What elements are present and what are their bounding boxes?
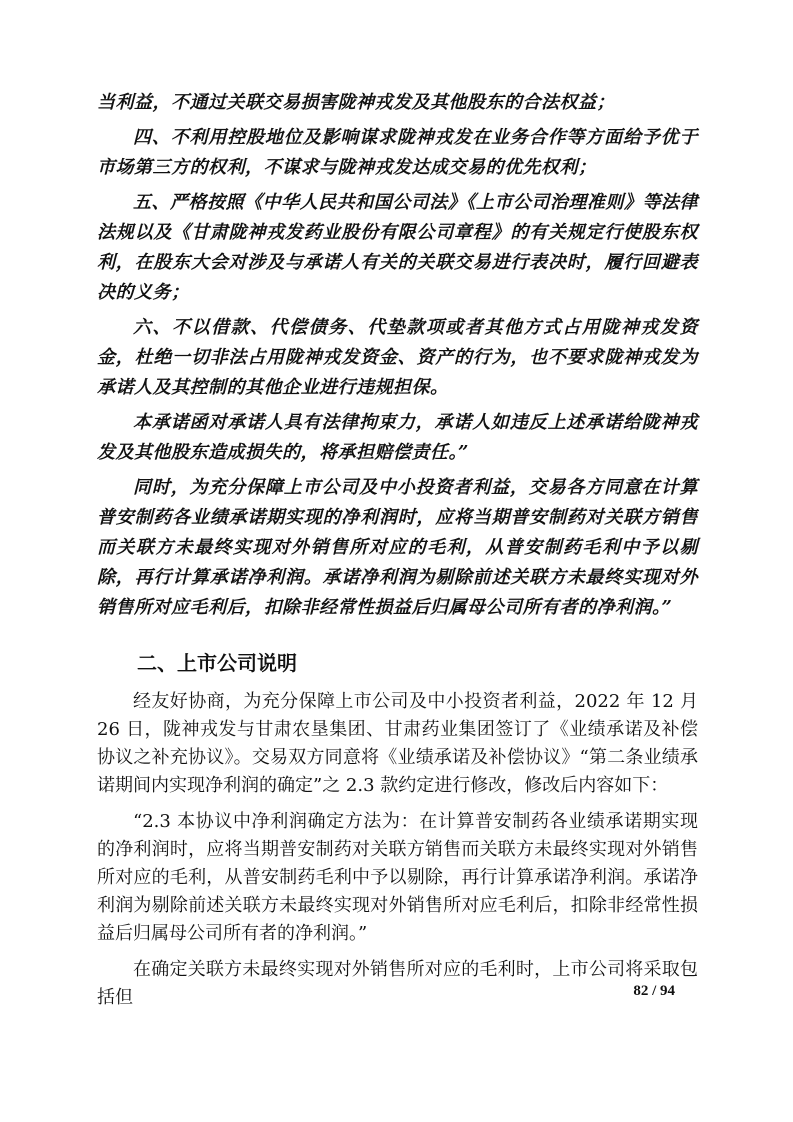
commitment-quoted-section [97,88,698,623]
section-heading: 二、上市公司说明 [137,653,297,675]
commitment-paragraph-net-profit: 同时，为充分保障上市公司及中小投资者利益，交易各方同意在计算普安制药各业绩承诺期实现的净利润时，应将当期普安制药对关联方销售而关联方未最终实现对外销售所对应的毛利，从普安制药毛利中予以剔除，再行计算承诺净利润。承诺净利润为剔除前述关联方未最终实现对外销售所对应毛利后，扣除非经常性损益后归属母公司所有者的净利润。” [97,477,698,618]
listing-paragraph-clause-2-3: “2.3 本协议中净利润确定方法为：在计算普安制药各业绩承诺期实现的净利润时，应将当期普安制药对关联方销售而关联方未最终实现对外销售所对应的毛利，从普安制药毛利中予以剔除，再行计算承诺净利润。承诺净利润为剔除前述关联方未最终实现对外销售所对应毛利后，扣除非经常性损益后归属母公司所有者的净利润。” [97,811,698,944]
listing-paragraph-determination: 在确定关联方未最终实现对外销售所对应的毛利时，上市公司将采取包括但 [97,959,698,1008]
commitment-paragraph-binding-force: 本承诺函对承诺人具有法律拘束力，承诺人如违反上述承诺给陇神戎发及其他股东造成损失的，将承担赔偿责任。” [97,412,698,463]
commitment-paragraph-item-4: 四、不利用控股地位及影响谋求陇神戎发在业务合作等方面给予优于市场第三方的权利，不谋求与陇神戎发达成交易的优先权利； [97,127,698,178]
page-number-label: 82 / 94 [633,983,675,999]
listing-statement-section [97,688,698,1012]
commitment-paragraph-item-6: 六、不以借款、代偿债务、代垫款项或者其他方式占用陇神戎发资金，杜绝一切非法占用陇神戎发资金、资产的行为，也不要求陇神戎发为承诺人及其控制的其他企业进行违规担保。 [97,317,698,398]
listing-paragraph-agreement: 经友好协商，为充分保障上市公司及中小投资者利益，2022 年 12 月 26 日，陇神戎发与甘肃农垦集团、甘肃药业集团签订了《业绩承诺及补偿协议之补充协议》。交易双方同意将《业绩承诺及补偿协议》“第二条业绩承诺期间内实现净利润的确定”之 2.3 款约定进行修改，修改后内容如下： [97,691,698,796]
commitment-paragraph-item-5: 五、严格按照《中华人民共和国公司法》《上市公司治理准则》等法律法规以及《甘肃陇神戎发药业股份有限公司章程》的有关规定行使股东权利，在股东大会对涉及与承诺人有关的关联交易进行表决时，履行回避表决的义务； [97,192,698,303]
commitment-paragraph-continuation: 当利益，不通过关联交易损害陇神戎发及其他股东的合法权益； [97,92,615,113]
page-content [97,0,698,1020]
